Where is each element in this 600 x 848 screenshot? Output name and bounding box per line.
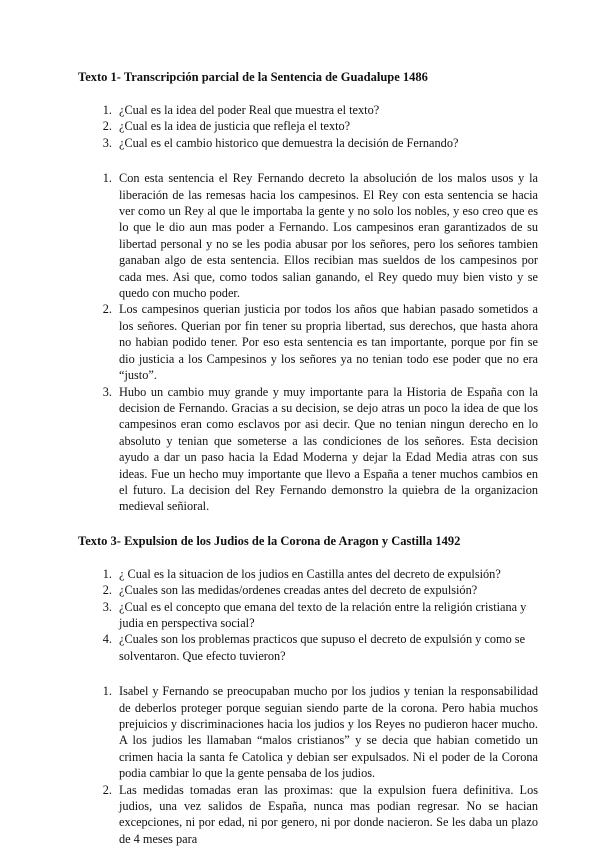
answer-item: 3. Hubo un cambio muy grande y muy importante para la Historia de España con la decision de Fernando. Gracias a su decision, se dejo atras un poco la idea de que los campesinos eran como esclavos por asi decir. Que no tenian ningun derecho en lo absoluto y tenian que someterse a las condiciones de los señores. Esta decision ayudo a dar un paso hacia la Edad Moderna y dejar la Edad Media atras con sus ideas. Fue un hecho muy importante que llevo a España a tener muchos cambios en el futuro. La decision del Rey Fernando demonstro la quiebra de la organizacion medieval señioral. xyxy=(115,384,538,515)
answer-item: 1. Con esta sentencia el Rey Fernando decreto la absolución de los malos usos y la liberación de las remesas hacia los campesinos. El Rey con esta sentencia se hacia ver como un Rey al que le importaba la gente y no solo los nobles, y eso creo que es lo que le dio aun mas poder a Fernando. Los campesinos eran garantizados de su libertad personal y no se les podia abusar por los señores, pero los señores tambien ganaban algo de esta sentencia. Ellos recibian mas sueldos de los campesinos por cada mes. Asi que, como todos salian ganando, el Rey quedo muy bien visto y se quedo con mucho poder. xyxy=(115,170,538,301)
question-item: 4. ¿Cuales son los problemas practicos que supuso el decreto de expulsión y como se solventaron. Que efecto tuvieron? xyxy=(115,631,538,664)
answer-item: 2. Las medidas tomadas eran las proximas: que la expulsion fuera definitiva. Los judios, una vez salidos de España, nunca mas podian regresar. No se hacian excepciones, ni por edad, ni por genero, ni por donde nacieron. Se les daba un plazo de 4 meses para xyxy=(115,782,538,848)
section1-heading: Texto 1- Transcripción parcial de la Sentencia de Guadalupe 1486 xyxy=(78,70,428,84)
section2-answers xyxy=(78,683,538,847)
question-item: 1. ¿ Cual es la situacion de los judios en Castilla antes del decreto de expulsión? xyxy=(115,566,538,582)
question-item: 3. ¿Cual es el cambio historico que demuestra la decisión de Fernando? xyxy=(115,135,538,151)
section1-answers xyxy=(78,170,538,515)
section2-questions xyxy=(78,566,538,664)
question-item: 2. ¿Cuales son las medidas/ordenes creadas antes del decreto de expulsión? xyxy=(115,582,538,598)
question-item: 2. ¿Cual es la idea de justicia que refleja el texto? xyxy=(115,118,538,134)
section2-heading: Texto 3- Expulsion de los Judios de la Corona de Aragon y Castilla 1492 xyxy=(78,533,461,548)
section1-questions xyxy=(78,102,538,151)
answer-item: 2. Los campesinos querian justicia por todos los años que habian pasado sometidos a los señores. Querian por fin tener su propria libertad, sus derechos, que hasta ahora no habian podido tener. Por eso esta sentencia es tan importante, porque por fin se dio justicia a los Campesinos y los señores ya no tenian todo ese poder que no era “justo”. xyxy=(115,301,538,383)
answer-item: 1. Isabel y Fernando se preocupaban mucho por los judios y tenian la responsabilidad de deberlos proteger porque seguian siendo parte de la corona. Pero habia muchos prejuicios y discriminaciones hacia los judios y los Reyes no pudieron hacer mucho. A los judios les llamaban “malos cristianos” y se decia que habian cometido un crimen hacia la santa fe Catolica y debian ser expulsados. Ni el poder de la Corona podia cambiar lo que la gente pensaba de los judios. xyxy=(115,683,538,781)
question-item: 3. ¿Cual es el concepto que emana del texto de la relación entre la religión cristiana y judia en perspectiva social? xyxy=(115,599,538,632)
question-item: 1. ¿Cual es la idea del poder Real que muestra el texto? xyxy=(115,102,538,118)
